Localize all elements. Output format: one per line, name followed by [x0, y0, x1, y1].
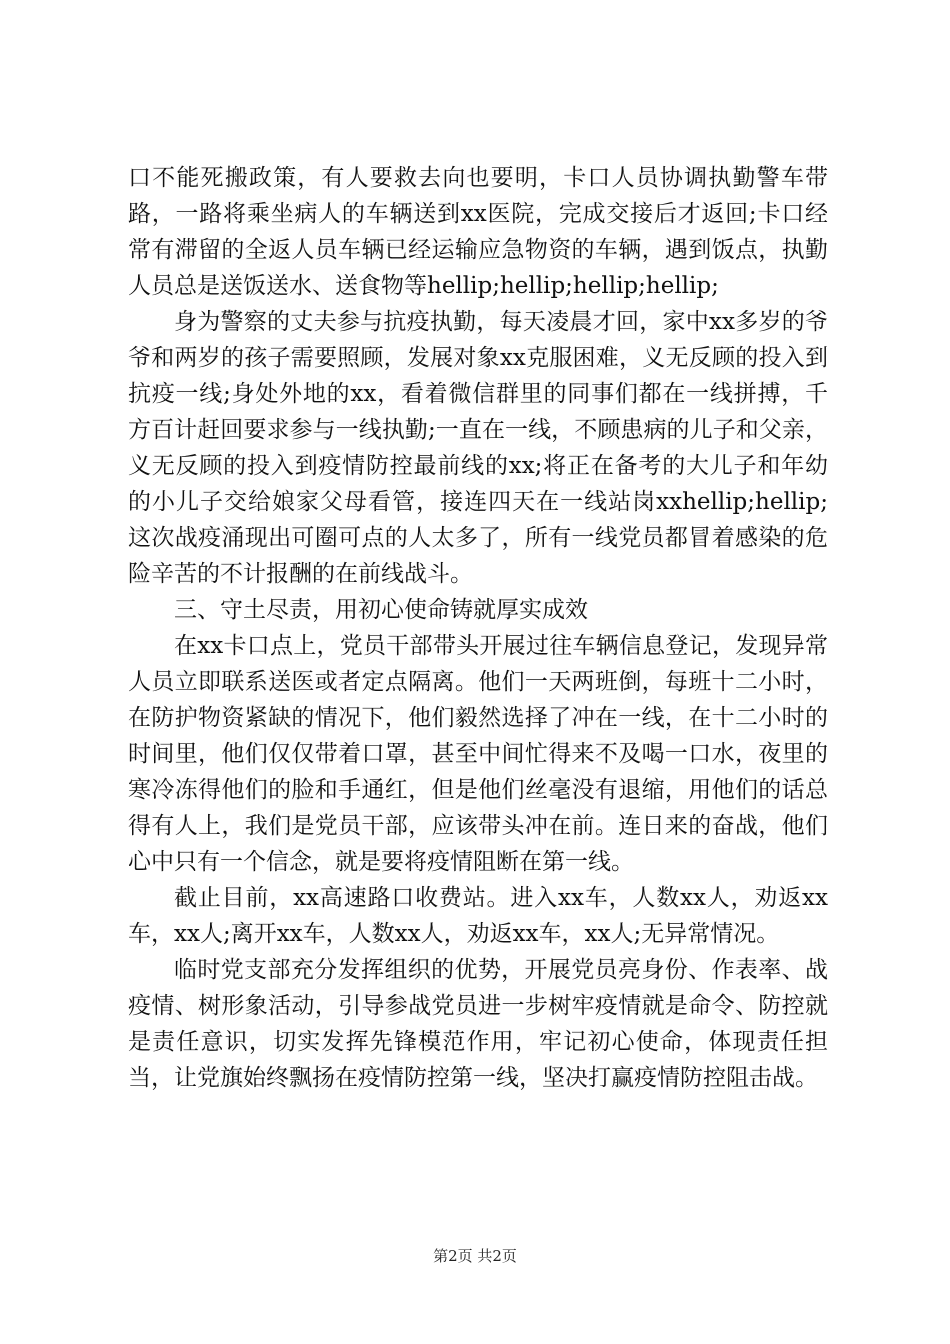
paragraph-statistics: 截止目前，xx高速路口收费站。进入xx车，人数xx人，劝返xx车，xx人;离开xx车，人数xx人，劝返xx车，xx人;无异常情况。 — [128, 885, 828, 947]
paragraph-conclusion: 临时党支部充分发挥组织的优势，开展党员亮身份、作表率、战疫情、树形象活动，引导参战党员进一步树牢疫情就是命令、防控就是责任意识，切实发挥先锋模范作用，牢记初心使命，体现责任担当，让党旗始终飘扬在疫情防控第一线，坚决打赢疫情防控阻击战。 — [128, 957, 828, 1091]
paragraph-continued: 口不能死搬政策，有人要救去向也要明，卡口人员协调执勤警车带路，一路将乘坐病人的车辆送到xx医院，完成交接后才返回;卡口经常有滞留的全返人员车辆已经运输应急物资的车辆，遇到饭点，执勤人员总是送饭送水、送食物等hellip;hellip;hellip;hellip; — [128, 165, 828, 299]
document-body — [128, 160, 828, 1096]
page-number: 第2页 共2页 — [433, 1247, 517, 1265]
paragraph-checkpoint: 在xx卡口点上，党员干部带头开展过往车辆信息登记，发现异常人员立即联系送医或者定点隔离。他们一天两班倒，每班十二小时，在防护物资紧缺的情况下，他们毅然选择了冲在一线，在十二小时的时间里，他们仅仅带着口罩，甚至中间忙得来不及喝一口水，夜里的寒冷冻得他们的脸和手通红，但是他们丝毫没有退缩，用他们的话总得有人上，我们是党员干部，应该带头冲在前。连日来的奋战，他们心中只有一个信念，就是要将疫情阻断在第一线。 — [128, 633, 828, 875]
section-heading: 三、守土尽责，用初心使命铸就厚实成效 — [174, 597, 588, 623]
paragraph-volunteers: 身为警察的丈夫参与抗疫执勤，每天凌晨才回，家中xx多岁的爷爷和两岁的孩子需要照顾，发展对象xx克服困难，义无反顾的投入到抗疫一线;身处外地的xx，看着微信群里的同事们都在一线拼搏，千方百计赶回要求参与一线执勤;一直在一线，不顾患病的儿子和父亲，义无反顾的投入到疫情防控最前线的xx;将正在备考的大儿子和年幼的小儿子交给娘家父母看管，接连四天在一线站岗xxhellip;hellip;这次战疫涌现出可圈可点的人太多了，所有一线党员都冒着感染的危险辛苦的不计报酬的在前线战斗。 — [128, 309, 828, 587]
